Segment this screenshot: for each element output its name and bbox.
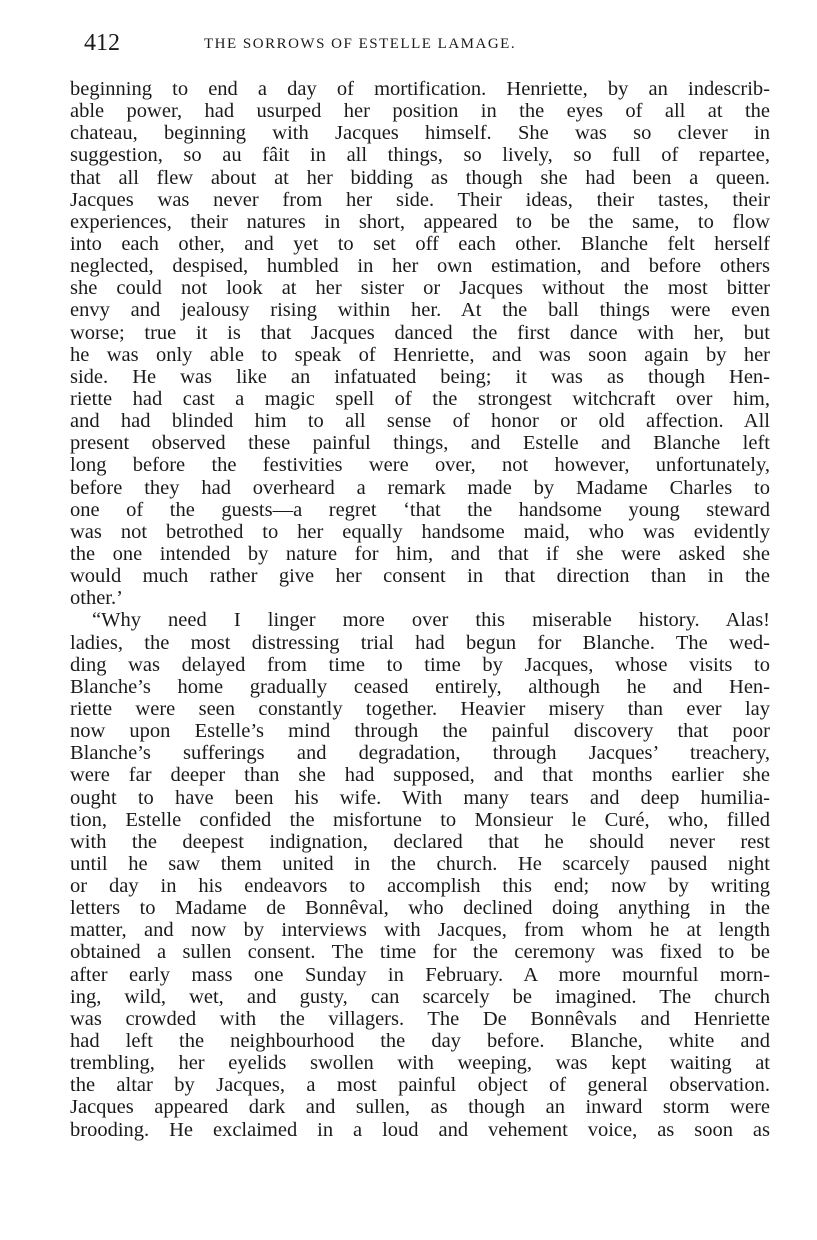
text-line: was not betrothed to her equally handsome maid, who was evidently xyxy=(70,520,770,543)
text-line: had left the neighbourhood the day before. Blanche, white and xyxy=(70,1030,770,1053)
text-line: ing, wild, wet, and gusty, can scarcely be imagined. The church xyxy=(70,985,770,1008)
text-line: neglected, despised, humbled in her own estimation, and before others xyxy=(70,255,770,278)
text-line: able power, had usurped her position in the eyes of all at the xyxy=(70,100,770,123)
text-line: letters to Madame de Bonnêval, who declined doing anything in the xyxy=(70,897,770,920)
text-line: with the deepest indignation, declared that he should never rest xyxy=(70,830,770,853)
text-line: Jacques appeared dark and sullen, as though an inward storm were xyxy=(70,1096,770,1119)
text-line: one of the guests—a regret ‘that the handsome young steward xyxy=(70,498,770,521)
text-line: beginning to end a day of mortification. Henriette, by an indescrib- xyxy=(70,78,770,100)
text-line: chateau, beginning with Jacques himself. She was so clever in xyxy=(70,122,770,145)
text-line: Blanche’s sufferings and degradation, through Jacques’ treachery, xyxy=(70,742,770,765)
text-line: brooding. He exclaimed in a loud and vehement voice, as soon as xyxy=(70,1118,770,1141)
text-line: he was only able to speak of Henriette, and was soon again by her xyxy=(70,343,770,366)
text-line: experiences, their natures in short, appeared to be the same, to flow xyxy=(70,210,770,233)
text-line: Jacques was never from her side. Their ideas, their tastes, their xyxy=(70,188,770,211)
text-line: side. He was like an infatuated being; it was as though Hen- xyxy=(70,365,770,388)
text-line: tion, Estelle confided the misfortune to Monsieur le Curé, who, filled xyxy=(70,808,770,831)
text-line: the altar by Jacques, a most painful object of general observation. xyxy=(70,1074,770,1097)
text-line: worse; true it is that Jacques danced the first dance with her, but xyxy=(70,321,770,344)
body-text xyxy=(70,78,770,1141)
page-number: 412 xyxy=(84,30,120,56)
text-line: was crowded with the villagers. The De Bonnêvals and Henriette xyxy=(70,1007,770,1030)
text-line: present observed these painful things, and Estelle and Blanche left xyxy=(70,432,770,455)
text-line: suggestion, so au fâit in all things, so lively, so full of repartee, xyxy=(70,144,770,167)
text-line: were far deeper than she had supposed, and that months earlier she xyxy=(70,764,770,787)
text-line: ding was delayed from time to time by Jacques, whose visits to xyxy=(70,653,770,676)
text-line: obtained a sullen consent. The time for the ceremony was fixed to be xyxy=(70,941,770,964)
text-line: long before the festivities were over, not however, unfortunately, xyxy=(70,454,770,477)
text-line: and had blinded him to all sense of honor or old affection. All xyxy=(70,410,770,433)
text-line: matter, and now by interviews with Jacques, from whom he at length xyxy=(70,919,770,942)
text-line: trembling, her eyelids swollen with weeping, was kept waiting at xyxy=(70,1052,770,1075)
running-head: THE SORROWS OF ESTELLE LAMAGE. xyxy=(204,36,517,52)
text-line: until he saw them united in the church. He scarcely paused night xyxy=(70,852,770,875)
text-line: riette had cast a magic spell of the strongest witchcraft over him, xyxy=(70,387,770,410)
text-line: or day in his endeavors to accomplish this end; now by writing xyxy=(70,875,770,898)
text-line: ladies, the most distressing trial had begun for Blanche. The wed- xyxy=(70,631,770,654)
text-line: after early mass one Sunday in February. A more mournful morn- xyxy=(70,963,770,986)
text-line: that all flew about at her bidding as though she had been a queen. xyxy=(70,166,770,189)
text-line: ought to have been his wife. With many tears and deep humilia- xyxy=(70,786,770,809)
text-line: “Why need I linger more over this miserable history. Alas! xyxy=(92,609,770,632)
text-line: now upon Estelle’s mind through the painful discovery that poor xyxy=(70,720,770,743)
text-line: envy and jealousy rising within her. At the ball things were even xyxy=(70,299,770,322)
page-header xyxy=(84,30,744,66)
text-line: the one intended by nature for him, and that if she were asked she xyxy=(70,542,770,565)
text-line: Blanche’s home gradually ceased entirely, although he and Hen- xyxy=(70,675,770,698)
text-line: before they had overheard a remark made by Madame Charles to xyxy=(70,476,770,499)
text-line: would much rather give her consent in that direction than in the xyxy=(70,565,770,588)
text-line: other.’ xyxy=(70,587,123,610)
text-line: she could not look at her sister or Jacques without the most bitter xyxy=(70,277,770,300)
text-line: into each other, and yet to set off each other. Blanche felt herself xyxy=(70,232,770,255)
text-line: riette were seen constantly together. Heavier misery than ever lay xyxy=(70,697,770,720)
